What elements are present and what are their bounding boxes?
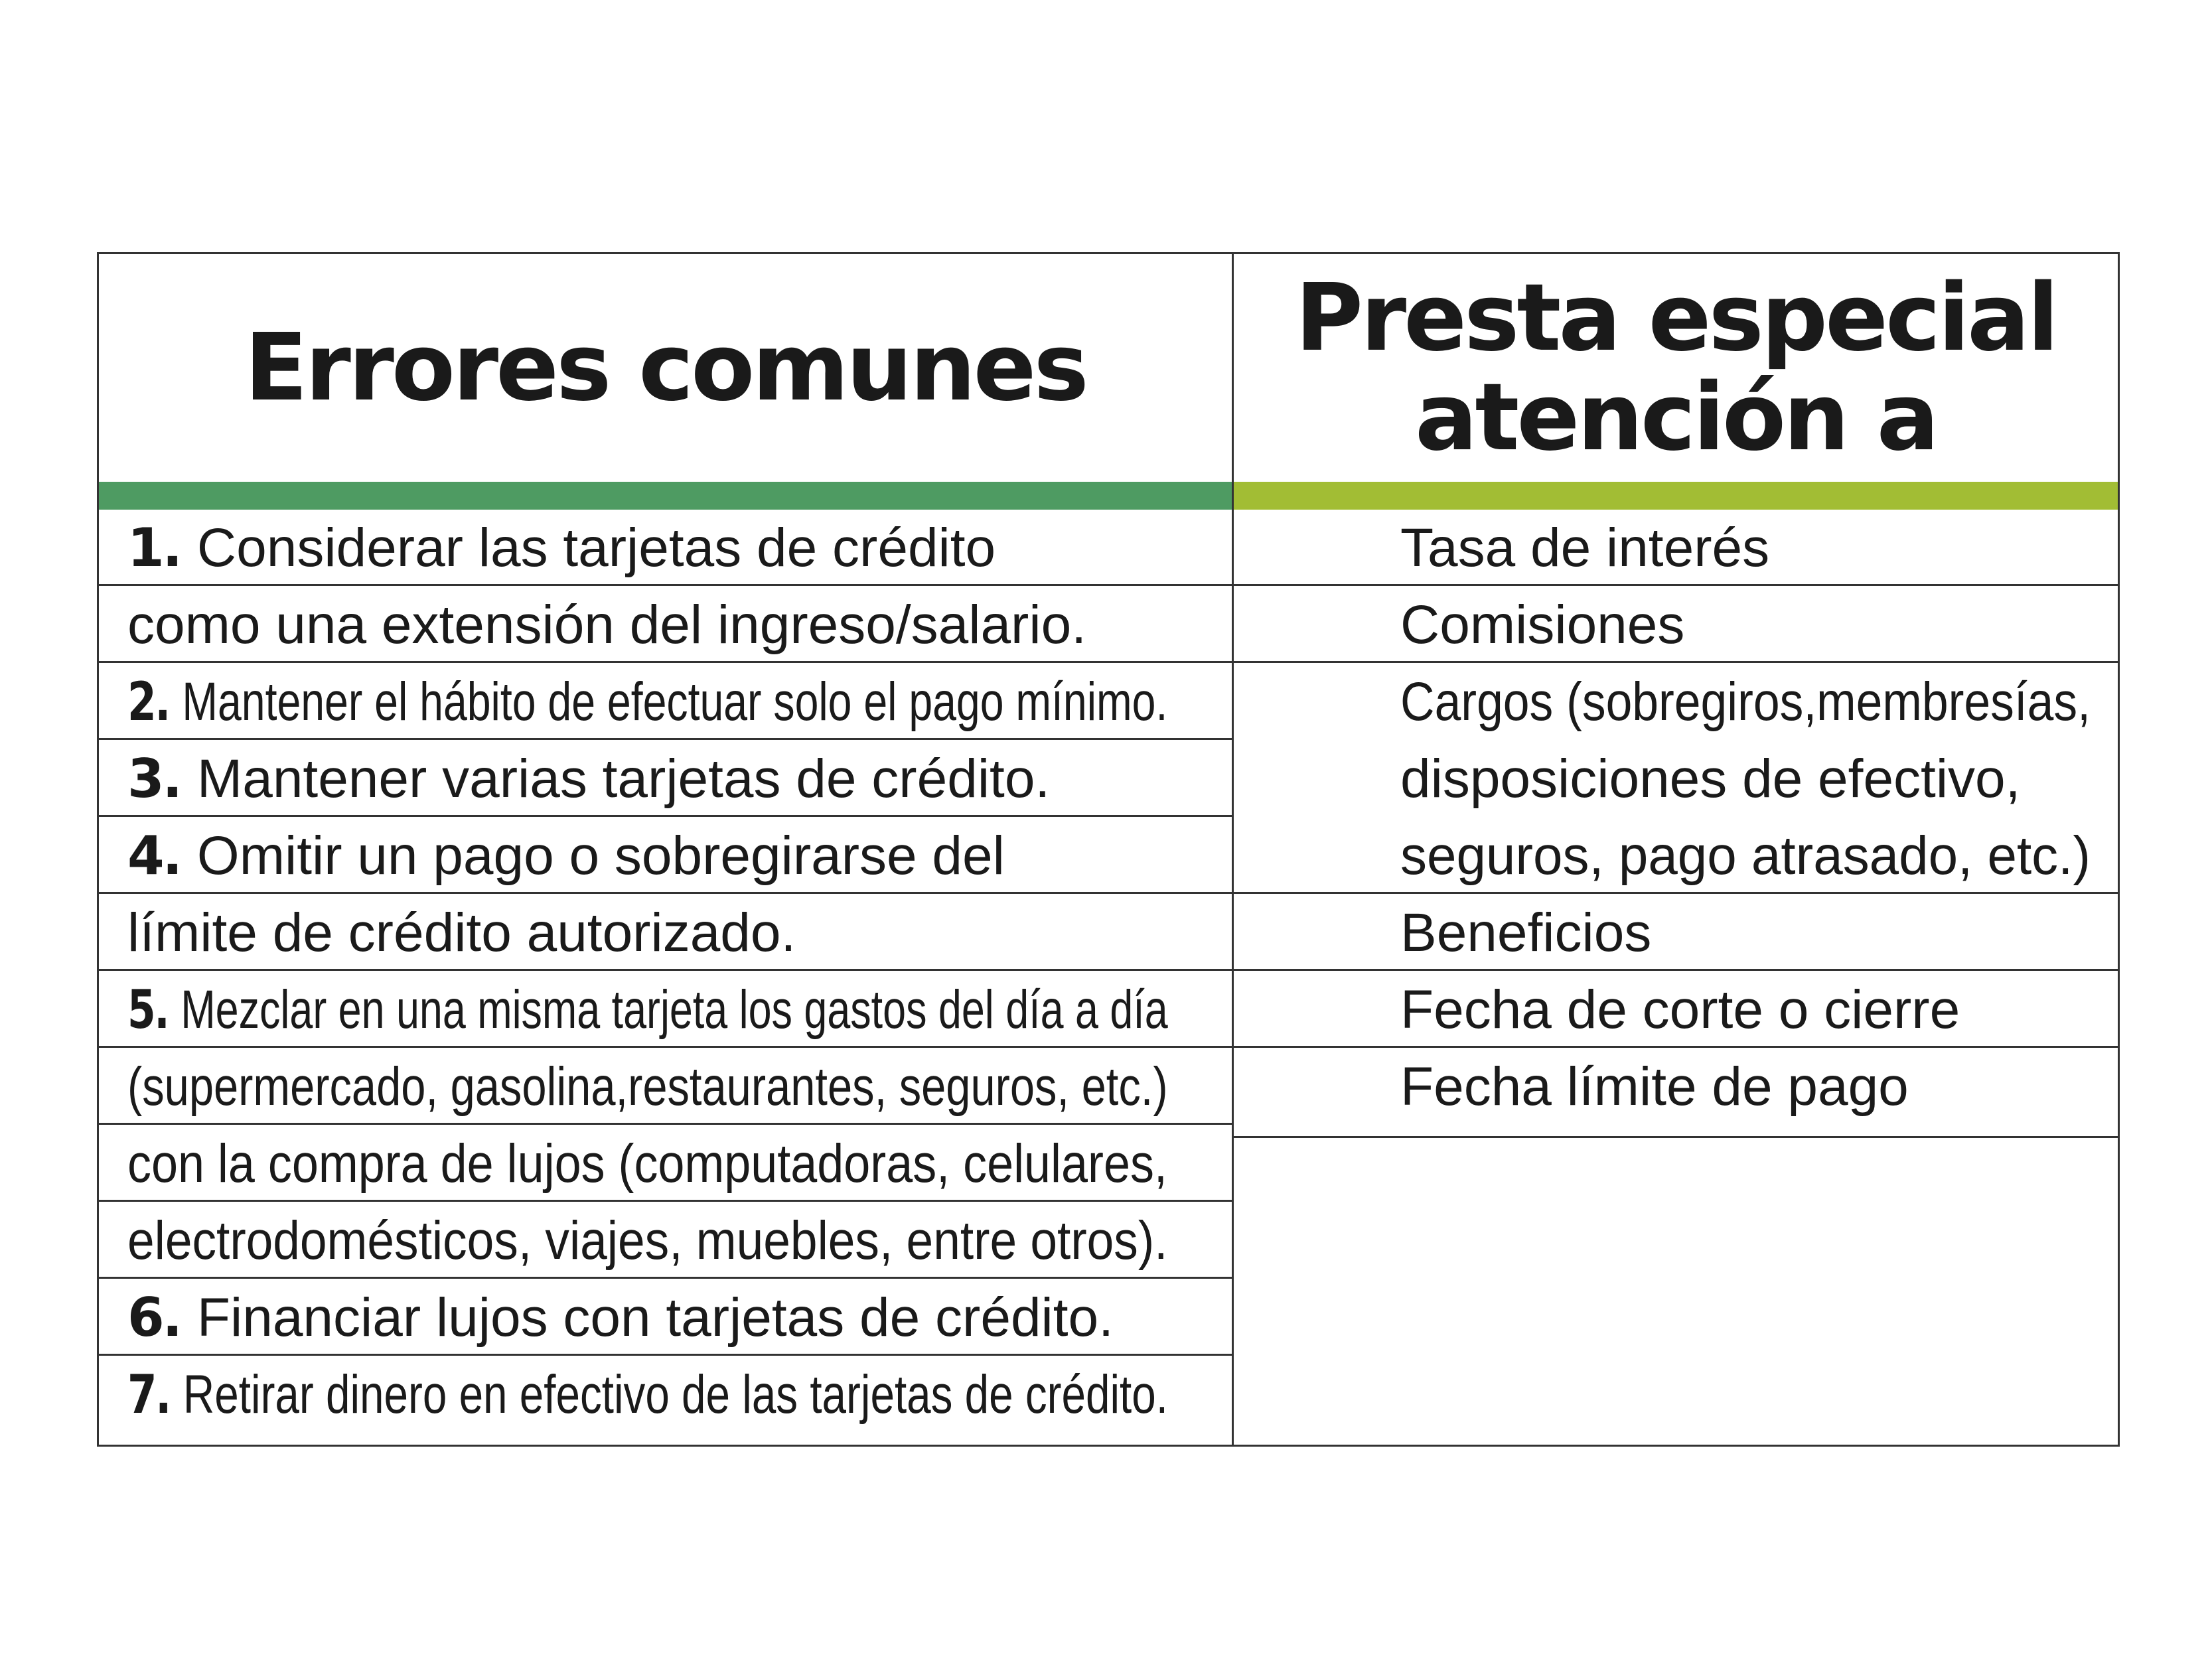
item-text: Considerar las tarjetas de crédito: [196, 518, 996, 578]
item-text: electrodomésticos, viajes, muebles, entre otros).: [127, 1210, 1168, 1271]
item-text: Omitir un pago o sobregirarse del: [196, 826, 1005, 886]
item-number: 7.: [127, 1364, 183, 1425]
error-separator: [99, 584, 1232, 586]
attention-separator: [1234, 661, 2118, 663]
attention-item-2-line-1: [1400, 587, 1684, 664]
item-text: Cargos (sobregiros,membresías,: [1400, 672, 2091, 732]
error-separator: [99, 1123, 1232, 1125]
attention-item-1-line-1: [1400, 510, 1769, 587]
item-text: Fecha de corte o cierre: [1400, 979, 1960, 1040]
error-separator: [99, 661, 1232, 663]
header-left-text: Errores comunes: [244, 314, 1086, 422]
item-text: (supermercado, gasolina,restaurantes, seguros, etc.): [127, 1056, 1168, 1117]
item-text: disposiciones de efectivo,: [1400, 749, 2021, 809]
error-separator: [99, 1046, 1232, 1048]
error-separator: [99, 1277, 1232, 1279]
attention-item-4-line-1: [1400, 895, 1651, 972]
error-item-6-line-1: [127, 1279, 1114, 1356]
attention-item-5-line-1: [1400, 972, 1960, 1048]
error-separator: [99, 815, 1232, 817]
attention-separator: [1234, 1046, 2118, 1048]
header-errores-comunes: [99, 254, 1232, 482]
error-item-5-line-2: [127, 1048, 1168, 1125]
error-item-7-line-1: [127, 1356, 1168, 1433]
item-text: seguros, pago atrasado, etc.): [1400, 826, 2091, 886]
green-header-bar: [99, 482, 1232, 510]
item-text: límite de crédito autorizado.: [127, 902, 796, 963]
error-separator: [99, 1354, 1232, 1356]
error-separator: [99, 1200, 1232, 1202]
item-text: como una extensión del ingreso/salario.: [127, 595, 1086, 655]
item-text: Comisiones: [1400, 595, 1685, 655]
error-separator: [99, 969, 1232, 971]
attention-item-3-line-2: [1400, 741, 2020, 818]
error-item-1-line-2: [127, 587, 1086, 664]
item-text: Mantener varias tarjetas de crédito.: [196, 749, 1051, 809]
error-item-5-line-3: [127, 1125, 1167, 1202]
error-separator: [99, 738, 1232, 740]
attention-separator: [1234, 1136, 2118, 1138]
error-item-4-line-2: [127, 895, 796, 972]
item-text: Financiar lujos con tarjetas de crédito.: [196, 1287, 1114, 1348]
item-number: 6.: [127, 1287, 197, 1348]
item-number: 4.: [127, 825, 197, 887]
item-number: 3.: [127, 748, 197, 810]
error-item-3-line-1: [127, 741, 1050, 818]
error-item-1-line-1: [127, 510, 995, 587]
lime-header-bar: [1234, 482, 2118, 510]
error-separator: [99, 892, 1232, 894]
item-text: Fecha límite de pago: [1400, 1056, 1909, 1117]
attention-separator: [1234, 584, 2118, 586]
item-text: Retirar dinero en efectivo de las tarjetas de crédito.: [183, 1364, 1168, 1425]
attention-item-3-line-1: [1400, 664, 2091, 741]
attention-item-3-line-3: [1400, 818, 2091, 895]
header-right-line2: atención a: [1414, 363, 1937, 472]
error-item-2-line-1: [127, 664, 1167, 741]
item-number: 2.: [127, 671, 183, 733]
attention-separator: [1234, 892, 2118, 894]
attention-item-6-line-1: [1400, 1048, 1909, 1125]
error-item-5-line-1: [127, 972, 1168, 1048]
item-text: Mezclar en una misma tarjeta los gastos del día a día: [181, 979, 1168, 1040]
item-text: Mantener el hábito de efectuar solo el pago mínimo.: [182, 672, 1168, 732]
error-item-5-line-4: [127, 1202, 1167, 1279]
item-text: con la compra de lujos (computadoras, celulares,: [127, 1133, 1167, 1194]
header-right-line1: Presta especial: [1295, 263, 2057, 372]
header-presta-atencion: [1234, 254, 2118, 482]
item-text: Beneficios: [1400, 902, 1652, 963]
item-number: 1.: [127, 517, 197, 579]
item-number: 5.: [127, 979, 181, 1041]
attention-separator: [1234, 969, 2118, 971]
item-text: Tasa de interés: [1400, 518, 1770, 578]
error-item-4-line-1: [127, 818, 1005, 895]
